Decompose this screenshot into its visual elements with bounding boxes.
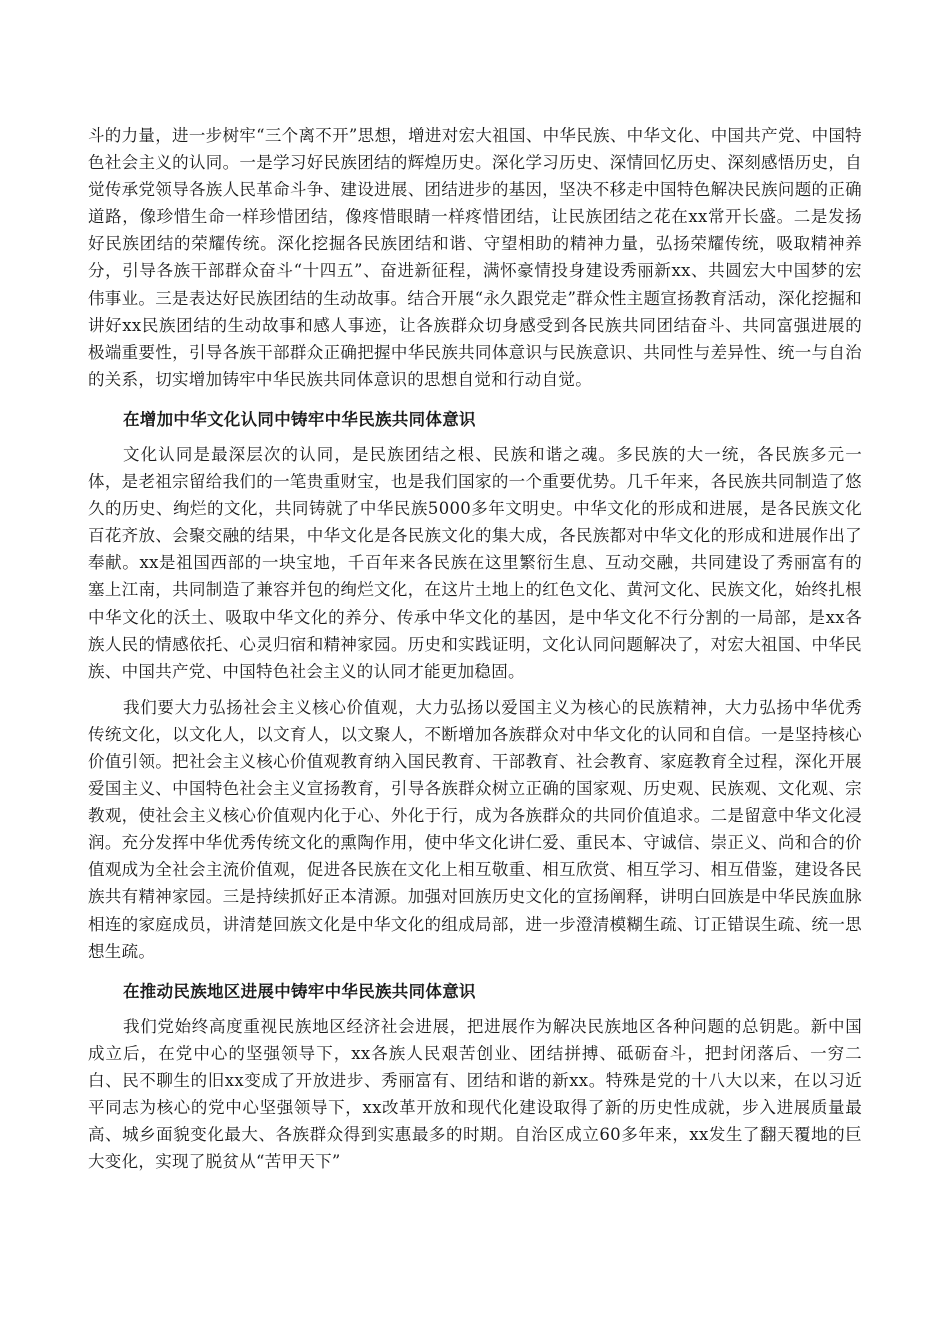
document-page: [88, 122, 862, 1175]
paragraph-1: 斗的力量，进一步树牢“三个离不开”思想，增进对宏大祖国、中华民族、中华文化、中国共产党、中国特色社会主义的认同。一是学习好民族团结的辉煌历史。深化学习历史、深情回忆历史、深刻感悟历史，自觉传承党领导各族人民革命斗争、建设进展、团结进步的基因，坚决不移走中国特色解决民族问题的正确道路，像珍惜生命一样珍惜团结，像疼惜眼睛一样疼惜团结，让民族团结之花在xx常开长盛。二是发扬好民族团结的荣耀传统。深化挖掘各民族团结和谐、守望相助的精神力量，弘扬荣耀传统，吸取精神养分，引导各族干部群众奋斗“十四五”、奋进新征程，满怀豪情投身建设秀丽新xx、共圆宏大中国梦的宏伟事业。三是表达好民族团结的生动故事。结合开展“永久跟党走”群众性主题宣扬教育活动，深化挖掘和讲好xx民族团结的生动故事和感人事迹，让各族群众切身感受到各民族共同团结奋斗、共同富强进展的极端重要性，引导各族干部群众正确把握中华民族共同体意识与民族意识、共同性与差异性、统一与自治的关系，切实增加铸牢中华民族共同体意识的思想自觉和行动自觉。: [88, 126, 862, 389]
paragraph-4: 我们党始终高度重视民族地区经济社会进展，把进展作为解决民族地区各种问题的总钥匙。新中国成立后，在党中心的坚强领导下，xx各族人民艰苦创业、团结拼搏、砥砺奋斗，把封闭落后、一穷二白、民不聊生的旧xx变成了开放进步、秀丽富有、团结和谐的新xx。特殊是党的十八大以来，在以习近平同志为核心的党中心坚强领导下，xx改革开放和现代化建设取得了新的历史性成就，步入进展质量最高、城乡面貌变化最大、各族群众得到实惠最多的时期。自治区成立60多年来，xx发生了翻天覆地的巨大变化，实现了脱贫从“苦甲天下”: [88, 1016, 862, 1172]
paragraph-2: 文化认同是最深层次的认同，是民族团结之根、民族和谐之魂。多民族的大一统，各民族多元一体，是老祖宗留给我们的一笔贵重财宝，也是我们国家的一个重要优势。几千年来，各民族共同制造了悠久的历史、绚烂的文化，共同铸就了中华民族5000多年文明史。中华文化的形成和进展，是各民族文化百花齐放、会聚交融的结果，中华文化是各民族文化的集大成，各民族都对中华文化的形成和进展作出了奉献。xx是祖国西部的一块宝地，千百年来各民族在这里繁衍生息、互动交融，共同建设了秀丽富有的塞上江南，共同制造了兼容并包的绚烂文化，在这片土地上的红色文化、黄河文化、民族文化，始终扎根中华文化的沃土、吸取中华文化的养分、传承中华文化的基因，是中华文化不行分割的一局部，是xx各族人民的情感依托、心灵归宿和精神家园。历史和实践证明，文化认同问题解决了，对宏大祖国、中华民族、中国共产党、中国特色社会主义的认同才能更加稳固。: [88, 444, 862, 681]
paragraph-3: 我们要大力弘扬社会主义核心价值观，大力弘扬以爱国主义为核心的民族精神，大力弘扬中华优秀传统文化，以文化人，以文育人，以文聚人，不断增加各族群众对中华文化的认同和自信。一是坚持核心价值引领。把社会主义核心价值观教育纳入国民教育、干部教育、社会教育、家庭教育全过程，深化开展爱国主义、中国特色社会主义宣扬教育，引导各族群众树立正确的国家观、历史观、民族观、文化观、宗教观，使社会主义核心价值观内化于心、外化于行，成为各族群众的共同价值追求。二是留意中华文化浸润。充分发挥中华优秀传统文化的熏陶作用，使中华文化讲仁爱、重民本、守诚信、崇正义、尚和合的价值观成为全社会主流价值观，促进各民族在文化上相互敬重、相互欣赏、相互学习、相互借鉴，建设各民族共有精神家园。三是持续抓好正本清源。加强对回族历史文化的宣扬阐释，讲明白回族是中华民族血脉相连的家庭成员，讲清楚回族文化是中华文化的组成局部，进一步澄清模糊生疏、订正错误生疏、统一思想生疏。: [88, 697, 862, 961]
section-heading-culture: 在增加中华文化认同中铸牢中华民族共同体意识: [123, 409, 476, 429]
section-heading-development: 在推动民族地区进展中铸牢中华民族共同体意识: [123, 981, 476, 1001]
